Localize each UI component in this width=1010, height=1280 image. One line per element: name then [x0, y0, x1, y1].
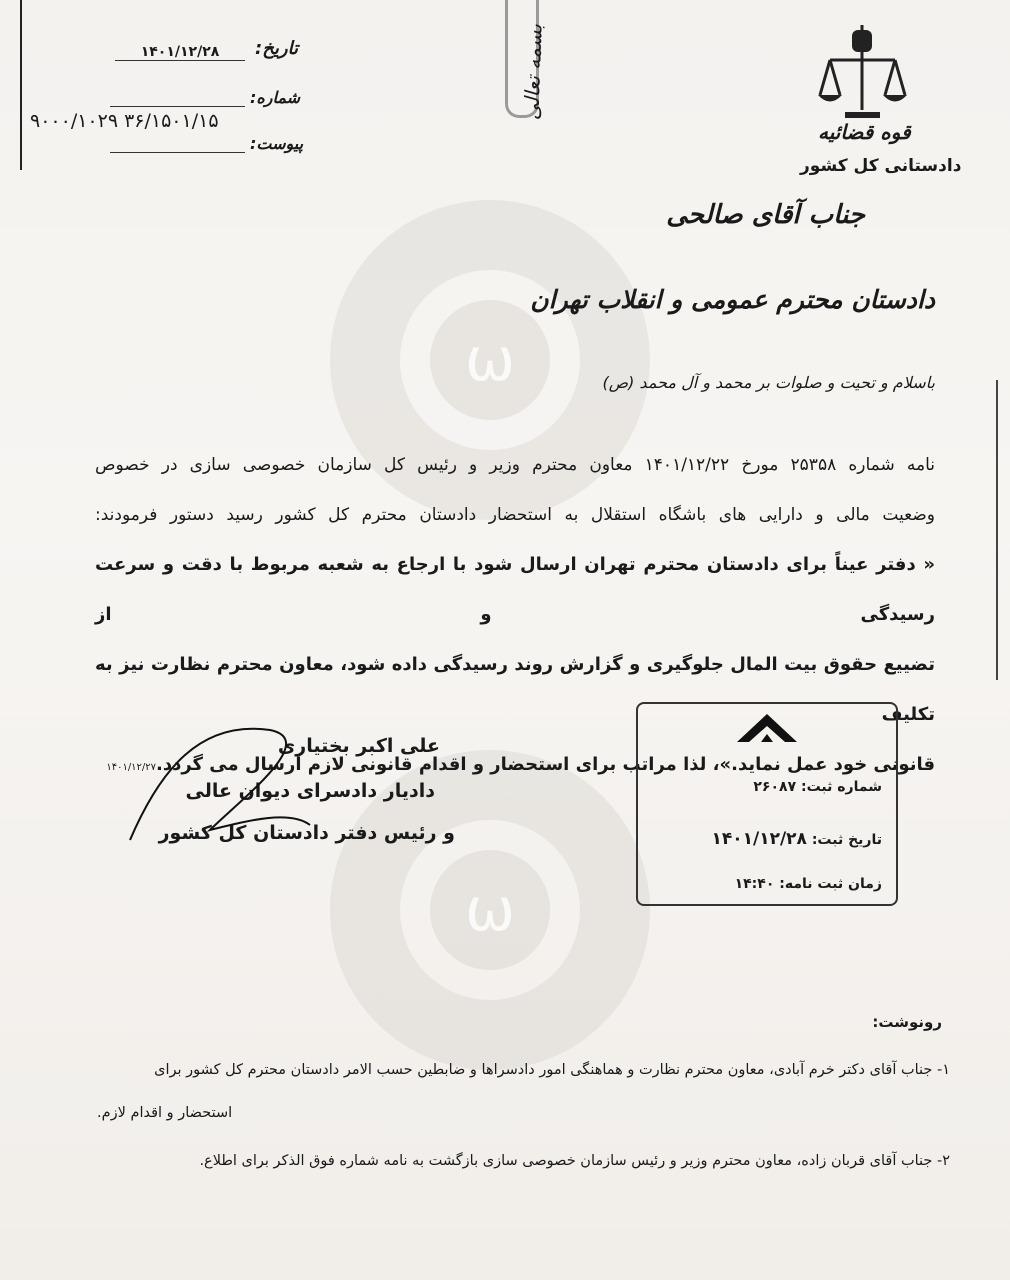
body-line: قانونی خود عمل نماید.»، لذا مراتب برای استحضار و اقدام قانونی لازم ارسال می گردد.	[156, 754, 935, 775]
number-label: شماره:	[250, 88, 301, 107]
addressee-title: دادستان محترم عمومی و انقلاب تهران	[530, 285, 935, 314]
body-line: « دفتر عیناً برای دادستان محترم تهران ارسال شود با ارجاع به شعبه مربوط با دقت و سرعت رسیدگی و از	[95, 554, 935, 625]
attachment-line	[110, 134, 245, 153]
signatory-title: و رئیس دفتر دادستان کل کشور	[158, 822, 455, 844]
org-sub: دادستانی کل کشور	[800, 156, 962, 176]
signatory-name: علی اکبر بختیاری	[277, 735, 440, 757]
signatory-title: دادیار دادسرای دیوان عالی	[185, 780, 435, 802]
body-line: تضییع حقوق بیت المال جلوگیری و گزارش روند رسیدگی داده شود، معاون محترم نظارت نیز به تکلیف	[95, 654, 935, 725]
reg-date-label: تاریخ ثبت:	[811, 832, 882, 848]
number-value: ۹۰۰۰/۱۰۲۹ ۳۶/۱۵۰۱/۱۵	[30, 110, 219, 132]
reg-time: ۱۴:۴۰	[734, 876, 775, 892]
invocation: بسمه تعالی	[519, 23, 547, 121]
date-label: تاریخ:	[255, 38, 299, 59]
body-line: وضعیت مالی و دارایی های باشگاه استقلال به استحضار دادستان محترم کل کشور رسید دستور فرمودند:	[95, 505, 935, 525]
reg-number: ۲۶۰۸۷	[753, 779, 797, 795]
reg-date: ۱۴۰۱/۱۲/۲۸	[711, 829, 807, 849]
reg-number-label: شماره ثبت:	[801, 779, 882, 795]
body-line: نامه شماره ۲۵۳۵۸ مورخ ۱۴۰۱/۱۲/۲۲ معاون محترم وزیر و رئیس کل سازمان خصوصی سازی در خصوص	[95, 455, 935, 475]
cc-item: ۱- جناب آقای دکتر خرم آبادی، معاون محترم نظارت و هماهنگی امور دادسراها و ضابطین حسب الامر دادستان محترم کل کشور برای	[154, 1062, 950, 1078]
registry-logo-icon	[737, 712, 797, 744]
org-name: قوه قضائیه	[818, 120, 911, 144]
number-line	[110, 88, 245, 107]
signature-scribble	[120, 710, 320, 850]
cc-item: ۲- جناب آقای قربان زاده، معاون محترم وزیر و رئیس سازمان خصوصی سازی بازگشت به نامه شماره فوق الذکر برای اطلاع.	[199, 1153, 950, 1169]
watermark-logo: ω	[330, 750, 650, 1070]
watermark-logo: ω	[330, 200, 650, 520]
page-edge	[20, 0, 22, 170]
attachment-label: پیوست:	[250, 134, 304, 153]
registration-stamp	[636, 702, 898, 906]
cc-label: رونوشت:	[872, 1013, 942, 1031]
reg-time-label: زمان ثبت نامه:	[779, 876, 882, 892]
handwritten-date: ۱۴۰۱/۱۲/۲۷	[106, 762, 157, 773]
greeting: باسلام و تحیت و صلوات بر محمد و آل محمد (ص)	[602, 373, 935, 392]
page-edge	[996, 380, 998, 680]
addressee: جناب آقای صالحی	[666, 200, 865, 230]
cc-item: استحضار و اقدام لازم.	[97, 1105, 233, 1121]
judiciary-emblem-icon	[815, 20, 910, 125]
date-value: ۱۴۰۱/۱۲/۲۸	[115, 44, 245, 61]
